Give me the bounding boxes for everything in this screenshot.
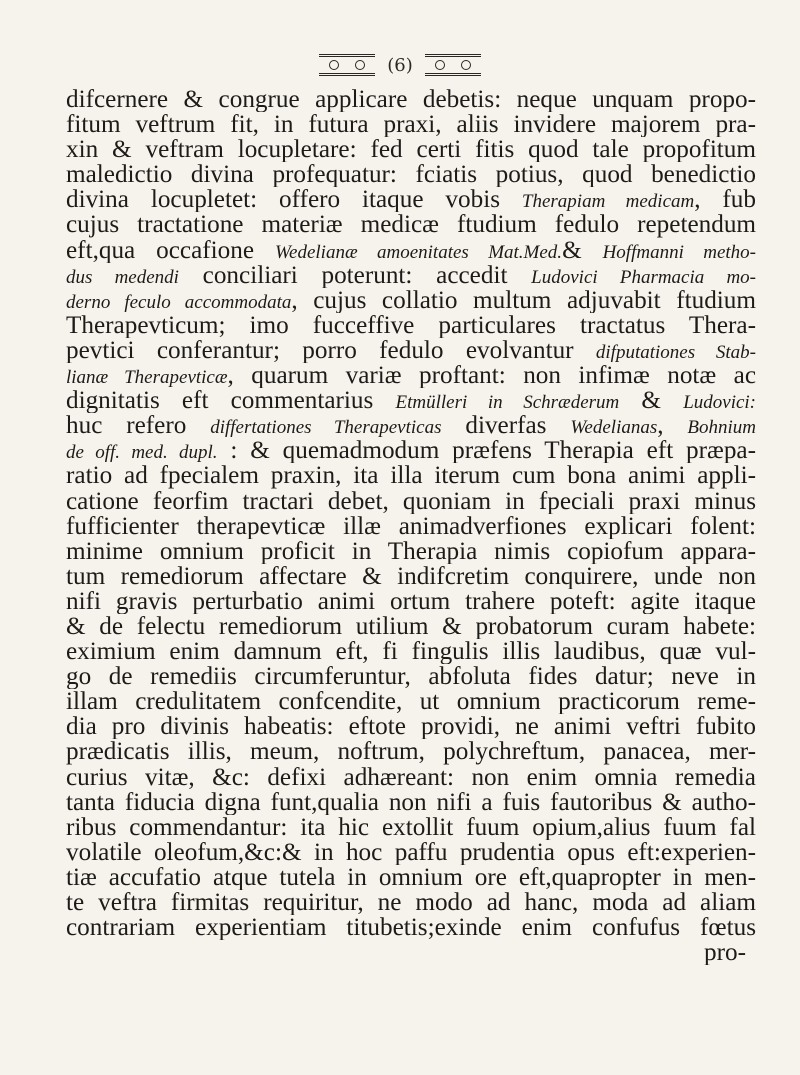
text-line xyxy=(66,137,756,162)
text-line xyxy=(66,865,756,890)
text-line xyxy=(66,539,756,564)
text-line xyxy=(66,915,756,940)
text-segment: , fub xyxy=(694,187,756,213)
text-line xyxy=(66,187,756,212)
text-line xyxy=(66,790,756,815)
text-line xyxy=(66,162,756,187)
text-segment: curius vitæ, &c: defixi adhæreant: non enim omnia remedia xyxy=(66,764,756,790)
text-segment: contrariam experientiam titubetis;exinde enim confufus fœtus xyxy=(66,915,756,941)
text-segment: volatile oleofum,&c:& in hoc paffu prudentia opus eft:experien- xyxy=(66,839,756,865)
italic-text: dus medendi xyxy=(66,266,179,288)
italic-text: de off. med. dupl. xyxy=(66,442,218,464)
text-line xyxy=(66,739,756,764)
text-line xyxy=(66,564,756,589)
text-segment: fufficienter therapevticæ illæ animadverfiones explicari folent: xyxy=(66,513,756,539)
text-segment: tiæ accufatio atque tutela in omnium ore eft,quapropter in men- xyxy=(66,864,756,890)
text-segment: pro- xyxy=(704,940,746,966)
text-segment: nifi gravis perturbatio animi ortum trahere poteft: agite itaque xyxy=(66,588,756,614)
text-segment: fitum veftrum fit, in futura praxi, aliis invidere majorem pra- xyxy=(66,112,756,138)
text-segment: , cujus collatio multum adjuvabit ftudium xyxy=(291,287,756,313)
text-segment: dignitatis eft commentarius xyxy=(66,388,396,414)
text-line xyxy=(66,212,756,237)
italic-text: Bohnium xyxy=(687,417,756,439)
text-line xyxy=(66,463,756,488)
italic-text: Wedelianæ amoenitates Mat.Med. xyxy=(274,241,563,263)
text-line xyxy=(66,589,756,614)
text-line xyxy=(66,112,756,137)
text-line xyxy=(66,689,756,714)
left-ornament-icon xyxy=(319,54,375,76)
body-text xyxy=(66,87,756,965)
text-line xyxy=(66,263,756,288)
text-segment: , quarum variæ proftant: non infimæ notæ ac xyxy=(227,363,756,389)
text-line xyxy=(66,288,756,313)
text-line xyxy=(66,338,756,363)
text-segment: tanta fiducia digna funt,qualia non nifi a fuis fautoribus & autho- xyxy=(66,789,756,815)
text-segment: , xyxy=(657,413,688,439)
text-segment: & xyxy=(619,388,684,414)
text-line xyxy=(66,413,756,438)
italic-text: lianæ Therapevticæ xyxy=(66,367,228,389)
page-header xyxy=(0,50,800,80)
text-segment: ribus commendantur: ita hic extollit fuum opium,alius fuum fal xyxy=(66,814,756,840)
text-line xyxy=(66,614,756,639)
text-segment: diverfas xyxy=(441,413,571,439)
text-segment: & de felectu remediorum utilium & probatorum curam habete: xyxy=(66,613,756,640)
text-line xyxy=(66,514,756,539)
text-line xyxy=(66,238,756,263)
text-segment: eximium enim damnum eft, fi fingulis illis laudibus, quæ vul- xyxy=(66,639,756,665)
text-segment: & xyxy=(562,237,603,263)
text-segment: pevtici conferantur; porro fedulo evolvantur xyxy=(66,337,596,364)
text-segment: te veftra firmitas requiritur, ne modo ad hanc, moda ad aliam xyxy=(66,890,756,916)
italic-text: Therapiam medicam xyxy=(521,191,695,213)
text-segment: : & quemadmodum præfens Therapia eft præpa- xyxy=(217,438,756,464)
text-segment: illam credulitatem confcendite, ut omnium practicorum reme- xyxy=(66,689,756,715)
text-line xyxy=(66,664,756,689)
text-segment: prædicatis illis, meum, noftrum, polychreftum, panacea, mer- xyxy=(66,739,756,765)
text-segment: ratio ad fpecialem praxin, ita illa iterum cum bona animi appli- xyxy=(66,463,756,489)
text-segment: difcernere & congrue applicare debetis: neque unquam propo- xyxy=(66,87,756,113)
text-line xyxy=(66,940,756,965)
text-segment: conciliari poterunt: accedit xyxy=(178,262,532,288)
text-segment: Therapevticum; imo fucceffive particulares tractatus Thera- xyxy=(66,312,756,338)
text-line xyxy=(66,714,756,739)
text-segment: catione feorfim tractari debet, quoniam in fpeciali praxi minus xyxy=(66,488,756,514)
italic-text: derno feculo accommodata xyxy=(66,291,292,313)
text-line xyxy=(66,87,756,112)
text-line xyxy=(66,438,756,463)
text-segment: maledictio divina profequatur: fciatis potius, quod benedictio xyxy=(66,162,756,188)
italic-text: Ludovici: xyxy=(683,392,756,414)
italic-text: Hoffmanni metho- xyxy=(602,241,756,263)
text-line xyxy=(66,313,756,338)
text-line xyxy=(66,639,756,664)
text-line xyxy=(66,890,756,915)
italic-text: Etmülleri in Schræderum xyxy=(395,392,620,414)
text-segment: huc refero xyxy=(66,413,211,439)
right-ornament-icon xyxy=(425,54,481,76)
italic-text: differtationes Therapevticas xyxy=(210,417,442,439)
text-line xyxy=(66,840,756,865)
text-line xyxy=(66,815,756,840)
page-number: (6) xyxy=(387,54,413,76)
text-segment: dia pro divinis habeatis: eftote providi, ne animi veftri fubito xyxy=(66,714,756,740)
text-line xyxy=(66,388,756,413)
text-segment: minime omnium proficit in Therapia nimis copiofum appara- xyxy=(66,538,756,564)
italic-text: Wedelianas xyxy=(570,417,658,439)
text-segment: divina locupletet: offero itaque vobis xyxy=(66,187,522,213)
italic-text: Ludovici Pharmacia mo- xyxy=(531,266,756,288)
text-line xyxy=(66,489,756,514)
text-line xyxy=(66,765,756,790)
text-segment: xin & veftram locupletare: fed certi fitis quod tale propofitum xyxy=(66,137,756,163)
italic-text: difputationes Stab- xyxy=(595,341,756,363)
text-segment: cujus tractatione materiæ medicæ ftudium fedulo repetendum xyxy=(66,212,756,238)
text-segment: tum remediorum affectare & indifcretim conquirere, unde non xyxy=(66,563,756,589)
text-segment: eft,qua occafione xyxy=(66,237,275,263)
text-segment: go de remediis circumferuntur, abfoluta fides datur; neve in xyxy=(66,664,756,690)
text-line xyxy=(66,363,756,388)
